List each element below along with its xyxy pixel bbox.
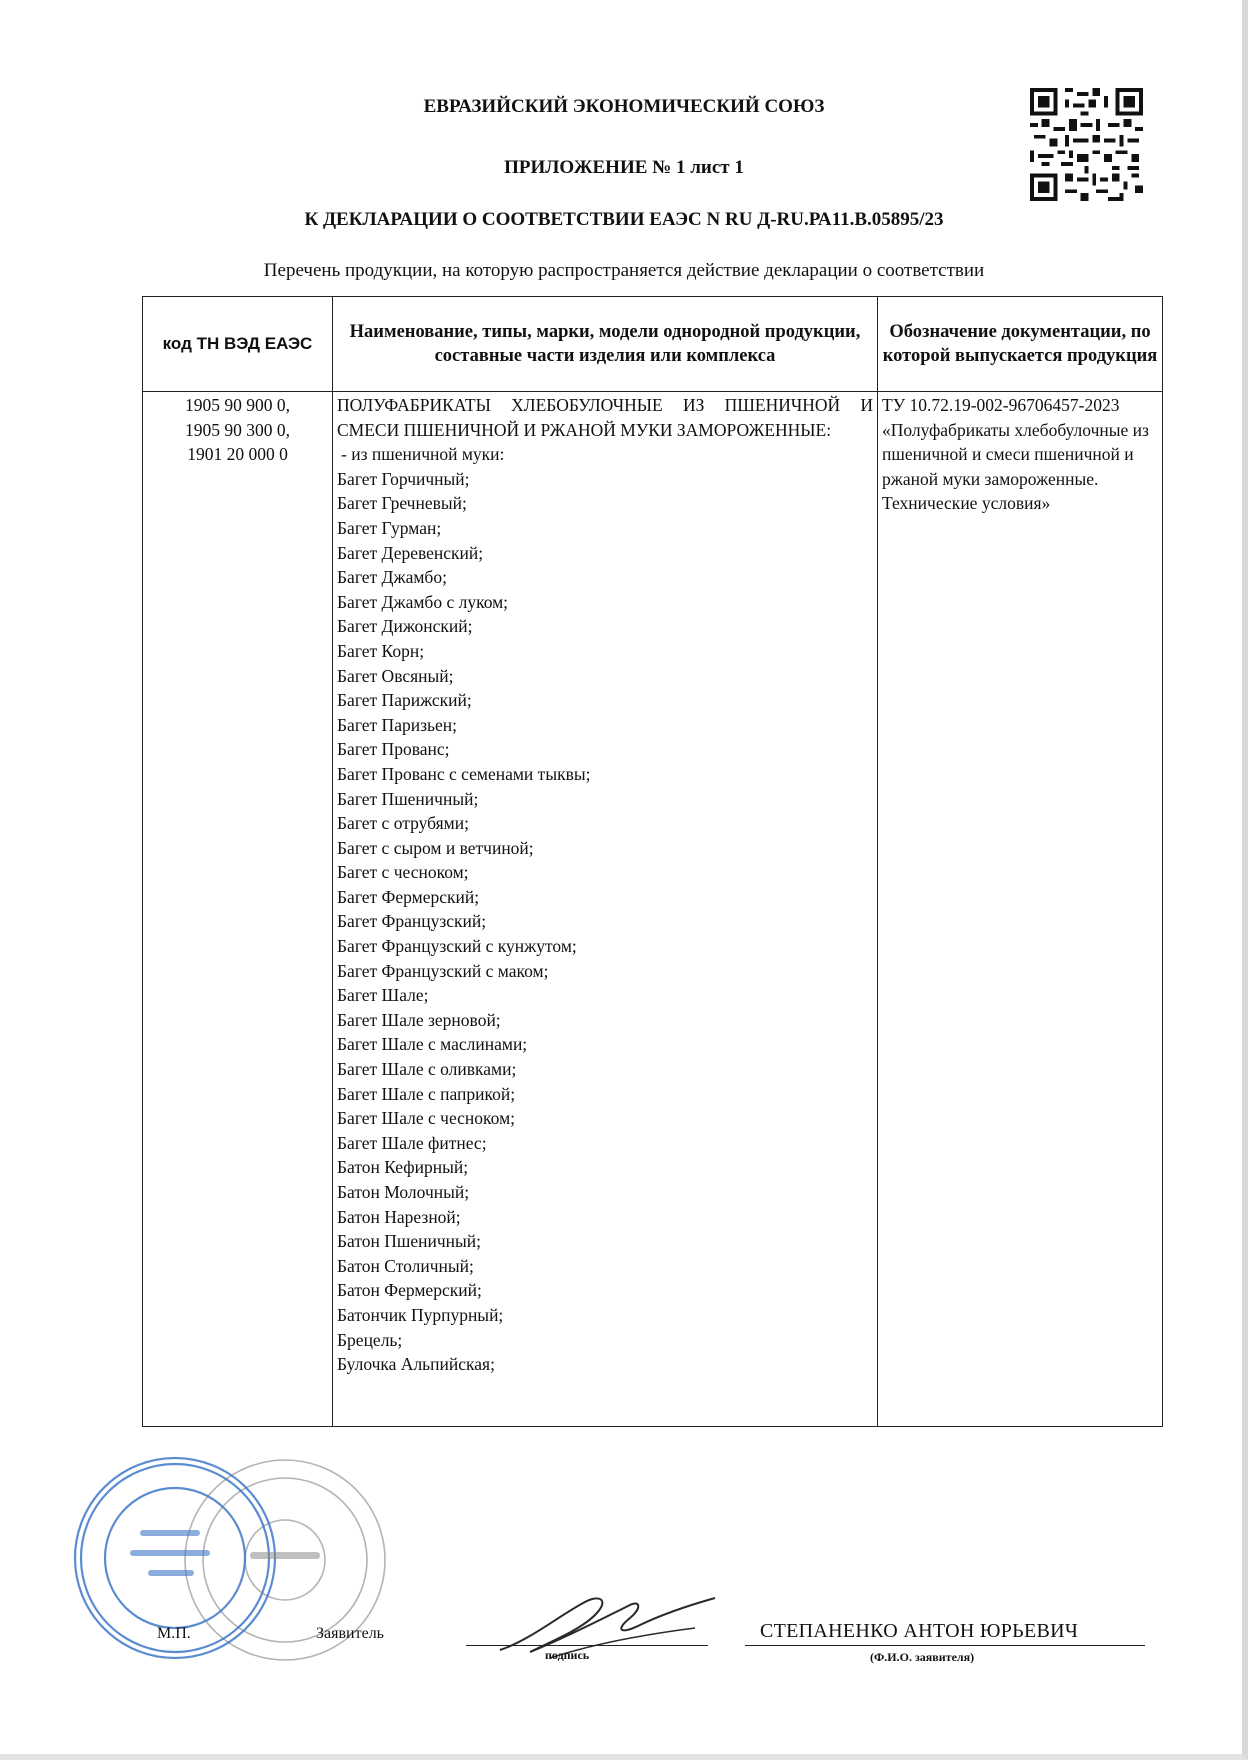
list-item: Батон Столичный;	[337, 1255, 474, 1276]
list-item: Багет Джамбо с луком;	[337, 591, 509, 612]
list-item: Багет Дижонский;	[337, 616, 473, 637]
codes-cell	[143, 392, 333, 1427]
qr-code-icon	[1030, 88, 1143, 201]
list-item: Багет Шале с чесноком;	[337, 1108, 515, 1129]
list-item: Багет Шале с оливками;	[337, 1059, 517, 1080]
list-subtitle: Перечень продукции, на которую распространяется действие декларации о соответствии	[263, 260, 985, 281]
list-item: Багет Гречневый;	[337, 493, 467, 514]
list-item: Багет Овсяный;	[337, 665, 454, 686]
list-item: Багет Шале с паприкой;	[337, 1083, 516, 1104]
stamp-place-label: М.П.	[157, 1625, 191, 1642]
product-list	[337, 467, 873, 1377]
documentation-cell: ТУ 10.72.19-002-96706457-2023 «Полуфабрикаты хлебобулочные из пшеничной и смеси пшеничной и ржаной муки замороженные. Технические условия»	[878, 392, 1163, 1427]
header-name: Наименование, типы, марки, модели однородной продукции, составные части изделия или комплекса	[333, 297, 878, 392]
list-item: Багет Прованс;	[337, 739, 450, 760]
code-line: 1905 90 300 0,	[185, 419, 290, 440]
code-line: 1905 90 900 0,	[185, 395, 290, 415]
list-item: Багет Фермерский;	[337, 886, 480, 907]
list-item: Багет Паризьен;	[337, 714, 457, 735]
list-item: Багет с сыром и ветчиной;	[337, 837, 534, 858]
applicant-label: Заявитель	[316, 1625, 384, 1642]
signature-image	[490, 1580, 720, 1670]
list-item: Брецель;	[337, 1329, 403, 1350]
group-title: ПОЛУФАБРИКАТЫ ХЛЕБОБУЛОЧНЫЕ ИЗ ПШЕНИЧНОЙ И СМЕСИ ПШЕНИЧНОЙ И РЖАНОЙ МУКИ ЗАМОРОЖЕННЫЕ:	[337, 395, 873, 440]
list-item: Батон Нарезной;	[337, 1206, 461, 1227]
name-line	[745, 1645, 1145, 1646]
list-item: Багет Шале фитнес;	[337, 1132, 487, 1153]
signature-line	[466, 1645, 708, 1646]
subgroup-title: - из пшеничной муки:	[341, 444, 505, 465]
header-documentation: Обозначение документации, по которой выпускается продукция	[878, 297, 1163, 392]
list-item: Багет Джамбо;	[337, 567, 447, 588]
applicant-name: СТЕПАНЕНКО АНТОН ЮРЬЕВИЧ	[760, 1620, 1079, 1642]
list-item: Батон Кефирный;	[337, 1157, 469, 1178]
seal-stamps	[70, 1440, 400, 1680]
list-item: Батончик Пурпурный;	[337, 1304, 504, 1325]
list-item: Батон Фермерский;	[337, 1280, 482, 1301]
table-row	[143, 392, 1163, 1427]
header-code: код ТН ВЭД ЕАЭС	[143, 297, 333, 392]
list-item: Батон Молочный;	[337, 1182, 470, 1202]
products-cell	[333, 392, 878, 1427]
list-item: Багет Корн;	[337, 640, 425, 661]
list-item: Багет Французский;	[337, 911, 487, 932]
list-item: Багет Горчичный;	[337, 468, 470, 489]
list-item: Багет Гурман;	[337, 517, 442, 538]
declaration-heading: К ДЕКЛАРАЦИИ О СООТВЕТСТВИИ ЕАЭС N RU Д-RU.РА11.В.05895/23	[304, 209, 944, 230]
list-item: Багет с отрубями;	[337, 813, 469, 834]
list-item: Багет Деревенский;	[337, 542, 484, 563]
list-item: Багет с чесноком;	[337, 862, 469, 883]
list-item: Багет Парижский;	[337, 690, 472, 711]
list-item: Батон Пшеничный;	[337, 1231, 482, 1252]
list-item: Булочка Альпийская;	[337, 1354, 495, 1375]
code-line: 1901 20 000 0	[187, 444, 288, 465]
product-table	[142, 296, 1163, 1427]
list-item: Багет Шале с маслинами;	[337, 1034, 528, 1055]
signature-caption: подпись	[545, 1648, 590, 1662]
list-item: Багет Прованс с семенами тыквы;	[337, 763, 591, 784]
list-item: Багет Французский с маком;	[337, 960, 549, 981]
list-item: Багет Шале;	[337, 985, 429, 1006]
table-header-row	[143, 297, 1163, 392]
union-heading: ЕВРАЗИЙСКИЙ ЭКОНОМИЧЕСКИЙ СОЮЗ	[423, 96, 825, 117]
appendix-heading: ПРИЛОЖЕНИЕ № 1 лист 1	[504, 157, 744, 178]
name-caption: (Ф.И.О. заявителя)	[870, 1650, 975, 1664]
list-item: Багет Шале зерновой;	[337, 1009, 501, 1030]
list-item: Багет Французский с кунжутом;	[337, 936, 577, 957]
list-item: Багет Пшеничный;	[337, 788, 479, 809]
